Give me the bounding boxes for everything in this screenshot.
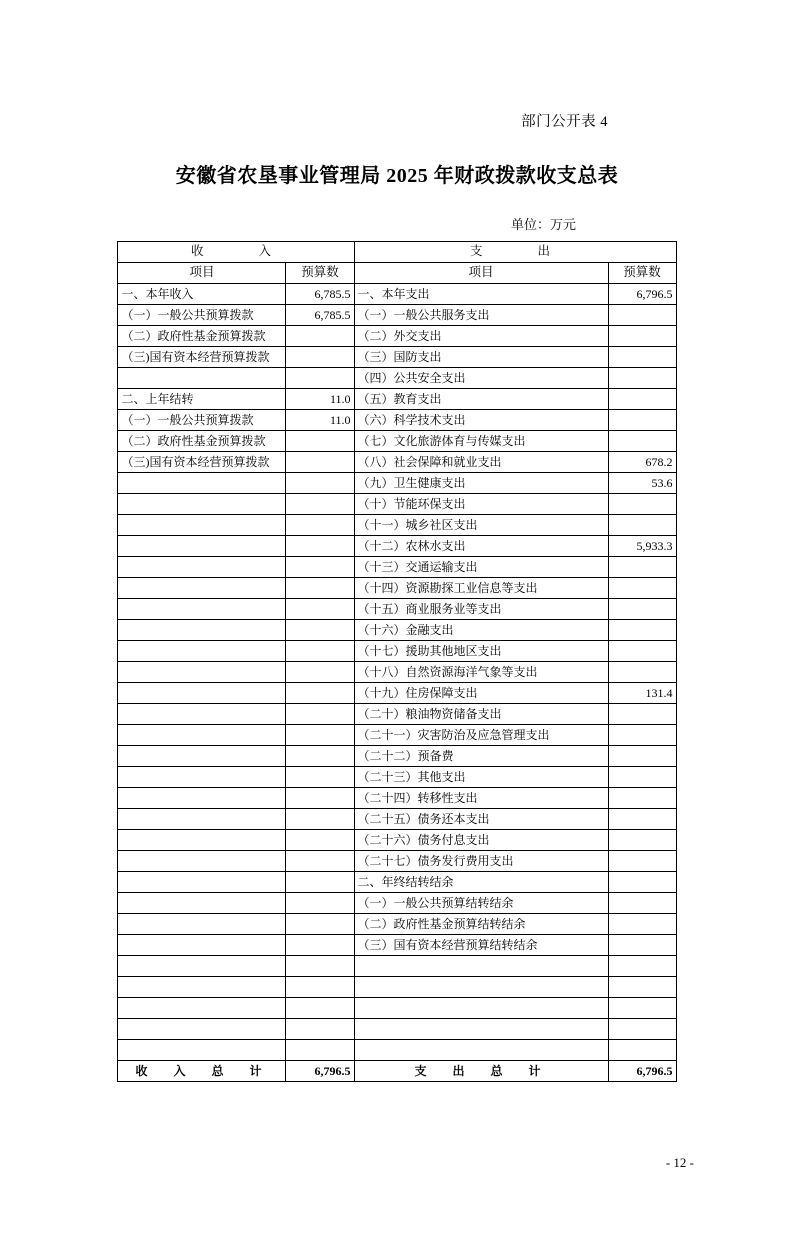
expenditure-item-cell: 一、本年支出 (354, 284, 608, 305)
income-item-cell (118, 998, 286, 1019)
income-value-cell: 6,785.5 (286, 284, 354, 305)
income-item-cell (118, 704, 286, 725)
expenditure-value-cell (608, 998, 676, 1019)
expenditure-item-cell: （二十四）转移性支出 (354, 788, 608, 809)
income-item-cell (118, 956, 286, 977)
income-item-cell (118, 599, 286, 620)
income-value-cell (286, 977, 354, 998)
income-value-header: 预算数 (286, 263, 354, 284)
expenditure-value-cell (608, 641, 676, 662)
expenditure-item-cell: （一）一般公共服务支出 (354, 305, 608, 326)
income-value-cell (286, 1040, 354, 1061)
expenditure-item-cell: （一）一般公共预算结转结余 (354, 893, 608, 914)
income-item-cell (118, 620, 286, 641)
income-item-cell (118, 746, 286, 767)
page-number: - 12 - (665, 1155, 694, 1170)
expenditure-item-cell: （二十）粮油物资储备支出 (354, 704, 608, 725)
income-value-cell (286, 767, 354, 788)
expenditure-value-cell (608, 620, 676, 641)
income-item-cell (118, 809, 286, 830)
expenditure-item-cell: （二）外交支出 (354, 326, 608, 347)
income-value-cell (286, 788, 354, 809)
income-item-cell (118, 473, 286, 494)
income-item-cell (118, 368, 286, 389)
expenditure-total-value: 6,796.5 (608, 1061, 676, 1082)
income-item-cell (118, 788, 286, 809)
expenditure-value-cell (608, 1040, 676, 1061)
expenditure-value-cell (608, 347, 676, 368)
expenditure-item-cell (354, 998, 608, 1019)
income-item-header: 项目 (118, 263, 286, 284)
table-row (118, 998, 676, 1019)
expenditure-group-header: 支 出 (354, 242, 676, 263)
expenditure-value-cell (608, 326, 676, 347)
income-item-cell (118, 557, 286, 578)
income-item-cell (118, 935, 286, 956)
table-row (118, 452, 676, 473)
table-row (118, 284, 676, 305)
table-row (118, 1040, 676, 1061)
income-item-cell: （二）政府性基金预算拨款 (118, 326, 286, 347)
expenditure-item-cell: （二十六）债务付息支出 (354, 830, 608, 851)
table-row (118, 305, 676, 326)
income-value-cell (286, 662, 354, 683)
table-row (118, 683, 676, 704)
expenditure-value-cell (608, 872, 676, 893)
expenditure-value-cell (608, 914, 676, 935)
expenditure-value-cell (608, 410, 676, 431)
expenditure-item-cell: （二十五）债务还本支出 (354, 809, 608, 830)
income-group-header: 收 入 (118, 242, 354, 263)
income-item-cell: （一）一般公共预算拨款 (118, 305, 286, 326)
table-row (118, 662, 676, 683)
income-value-cell (286, 935, 354, 956)
income-value-cell (286, 347, 354, 368)
expenditure-value-cell (608, 809, 676, 830)
table-total-row (118, 1061, 676, 1082)
income-item-cell: 二、上年结转 (118, 389, 286, 410)
income-item-cell (118, 893, 286, 914)
expenditure-item-cell: （三）国有资本经营预算结转结余 (354, 935, 608, 956)
expenditure-value-cell: 5,933.3 (608, 536, 676, 557)
expenditure-total-label: 支 出 总 计 (354, 1061, 608, 1082)
income-item-cell (118, 641, 286, 662)
form-label: 部门公开表 4 (521, 114, 608, 130)
expenditure-item-cell: （九）卫生健康支出 (354, 473, 608, 494)
expenditure-item-cell: （十八）自然资源海洋气象等支出 (354, 662, 608, 683)
expenditure-value-cell (608, 305, 676, 326)
expenditure-value-cell (608, 389, 676, 410)
income-item-cell (118, 767, 286, 788)
expenditure-value-cell (608, 977, 676, 998)
expenditure-item-cell: （十九）住房保障支出 (354, 683, 608, 704)
income-value-cell (286, 557, 354, 578)
expenditure-item-cell: （十六）金融支出 (354, 620, 608, 641)
income-value-cell (286, 872, 354, 893)
income-item-cell (118, 494, 286, 515)
expenditure-item-cell: （十五）商业服务业等支出 (354, 599, 608, 620)
expenditure-item-cell (354, 1019, 608, 1040)
expenditure-item-cell: （四）公共安全支出 (354, 368, 608, 389)
expenditure-value-cell (608, 662, 676, 683)
income-item-cell (118, 1040, 286, 1061)
table-row (118, 935, 676, 956)
income-item-cell: （二）政府性基金预算拨款 (118, 431, 286, 452)
expenditure-value-cell (608, 704, 676, 725)
expenditure-value-cell (608, 515, 676, 536)
table-row (118, 809, 676, 830)
table-row (118, 1019, 676, 1040)
income-value-cell (286, 725, 354, 746)
table-row (118, 431, 676, 452)
income-item-cell: 一、本年收入 (118, 284, 286, 305)
income-item-cell: （三)国有资本经营预算拨款 (118, 347, 286, 368)
income-item-cell (118, 851, 286, 872)
income-value-cell: 6,785.5 (286, 305, 354, 326)
table-row (118, 557, 676, 578)
expenditure-item-cell (354, 977, 608, 998)
expenditure-item-cell: （二十一）灾害防治及应急管理支出 (354, 725, 608, 746)
expenditure-item-cell: 二、年终结转结余 (354, 872, 608, 893)
unit-note: 单位：万元 (510, 217, 576, 232)
income-value-cell (286, 893, 354, 914)
income-value-cell (286, 641, 354, 662)
income-item-cell (118, 536, 286, 557)
expenditure-item-cell: （十二）农林水支出 (354, 536, 608, 557)
expenditure-value-cell: 131.4 (608, 683, 676, 704)
expenditure-item-cell: （二）政府性基金预算结转结余 (354, 914, 608, 935)
expenditure-value-cell: 6,796.5 (608, 284, 676, 305)
income-total-value: 6,796.5 (286, 1061, 354, 1082)
income-item-cell: （三)国有资本经营预算拨款 (118, 452, 286, 473)
table-row (118, 746, 676, 767)
income-value-cell (286, 368, 354, 389)
table-row (118, 347, 676, 368)
table-row (118, 956, 676, 977)
expenditure-value-cell (608, 788, 676, 809)
income-value-cell (286, 704, 354, 725)
expenditure-item-cell: （六）科学技术支出 (354, 410, 608, 431)
expenditure-item-cell: （八）社会保障和就业支出 (354, 452, 608, 473)
document-page (0, 110, 794, 1233)
income-value-cell (286, 326, 354, 347)
income-item-cell (118, 872, 286, 893)
expenditure-value-header: 预算数 (608, 263, 676, 284)
expenditure-item-cell: （十）节能环保支出 (354, 494, 608, 515)
expenditure-value-cell (608, 368, 676, 389)
income-value-cell (286, 536, 354, 557)
income-value-cell (286, 746, 354, 767)
expenditure-value-cell: 678.2 (608, 452, 676, 473)
income-value-cell (286, 956, 354, 977)
income-item-cell (118, 1019, 286, 1040)
expenditure-value-cell (608, 431, 676, 452)
expenditure-value-cell (608, 767, 676, 788)
expenditure-item-cell: （二十七）债务发行费用支出 (354, 851, 608, 872)
income-value-cell (286, 473, 354, 494)
income-total-label: 收 入 总 计 (118, 1061, 286, 1082)
page-title: 安徽省农垦事业管理局 2025 年财政拨款收支总表 (175, 165, 619, 187)
table-row (118, 389, 676, 410)
income-value-cell (286, 599, 354, 620)
expenditure-item-cell: （三）国防支出 (354, 347, 608, 368)
expenditure-item-cell: （十七）援助其他地区支出 (354, 641, 608, 662)
table-row (118, 725, 676, 746)
expenditure-item-cell (354, 956, 608, 977)
expenditure-item-cell: （十四）资源勘探工业信息等支出 (354, 578, 608, 599)
income-item-cell (118, 914, 286, 935)
table-row (118, 410, 676, 431)
table-row (118, 368, 676, 389)
table-row (118, 620, 676, 641)
income-value-cell (286, 431, 354, 452)
expenditure-value-cell (608, 1019, 676, 1040)
expenditure-value-cell (608, 725, 676, 746)
budget-table (117, 241, 676, 1082)
table-row (118, 914, 676, 935)
table-row (118, 788, 676, 809)
income-value-cell (286, 809, 354, 830)
table-sub-header-row (118, 263, 676, 284)
table-row (118, 704, 676, 725)
table-row (118, 641, 676, 662)
table-row (118, 767, 676, 788)
income-value-cell (286, 683, 354, 704)
income-item-cell (118, 683, 286, 704)
expenditure-item-cell (354, 1040, 608, 1061)
income-item-cell (118, 830, 286, 851)
income-value-cell: 11.0 (286, 389, 354, 410)
income-value-cell (286, 452, 354, 473)
table-row (118, 977, 676, 998)
table-row (118, 578, 676, 599)
expenditure-value-cell (608, 578, 676, 599)
income-item-cell (118, 977, 286, 998)
expenditure-value-cell: 53.6 (608, 473, 676, 494)
income-value-cell (286, 578, 354, 599)
expenditure-item-cell: （十三）交通运输支出 (354, 557, 608, 578)
income-value-cell (286, 998, 354, 1019)
expenditure-item-header: 项目 (354, 263, 608, 284)
table-row (118, 536, 676, 557)
expenditure-value-cell (608, 599, 676, 620)
income-value-cell (286, 515, 354, 536)
table-row (118, 515, 676, 536)
expenditure-item-cell: （二十三）其他支出 (354, 767, 608, 788)
table-row (118, 473, 676, 494)
income-item-cell (118, 515, 286, 536)
income-item-cell (118, 725, 286, 746)
expenditure-value-cell (608, 893, 676, 914)
income-value-cell (286, 620, 354, 641)
expenditure-item-cell: （十一）城乡社区支出 (354, 515, 608, 536)
income-item-cell (118, 578, 286, 599)
income-item-cell (118, 662, 286, 683)
table-group-header-row (118, 242, 676, 263)
table-row (118, 851, 676, 872)
income-value-cell (286, 914, 354, 935)
expenditure-value-cell (608, 935, 676, 956)
expenditure-value-cell (608, 830, 676, 851)
expenditure-value-cell (608, 557, 676, 578)
income-value-cell (286, 851, 354, 872)
table-row (118, 893, 676, 914)
table-row (118, 326, 676, 347)
table-row (118, 830, 676, 851)
expenditure-value-cell (608, 956, 676, 977)
income-value-cell (286, 830, 354, 851)
table-row (118, 599, 676, 620)
table-row (118, 494, 676, 515)
income-value-cell (286, 494, 354, 515)
income-item-cell: （一）一般公共预算拨款 (118, 410, 286, 431)
expenditure-value-cell (608, 851, 676, 872)
expenditure-value-cell (608, 494, 676, 515)
income-value-cell (286, 1019, 354, 1040)
expenditure-item-cell: （五）教育支出 (354, 389, 608, 410)
expenditure-value-cell (608, 746, 676, 767)
expenditure-item-cell: （七）文化旅游体育与传媒支出 (354, 431, 608, 452)
income-value-cell: 11.0 (286, 410, 354, 431)
expenditure-item-cell: （二十二）预备费 (354, 746, 608, 767)
table-row (118, 872, 676, 893)
